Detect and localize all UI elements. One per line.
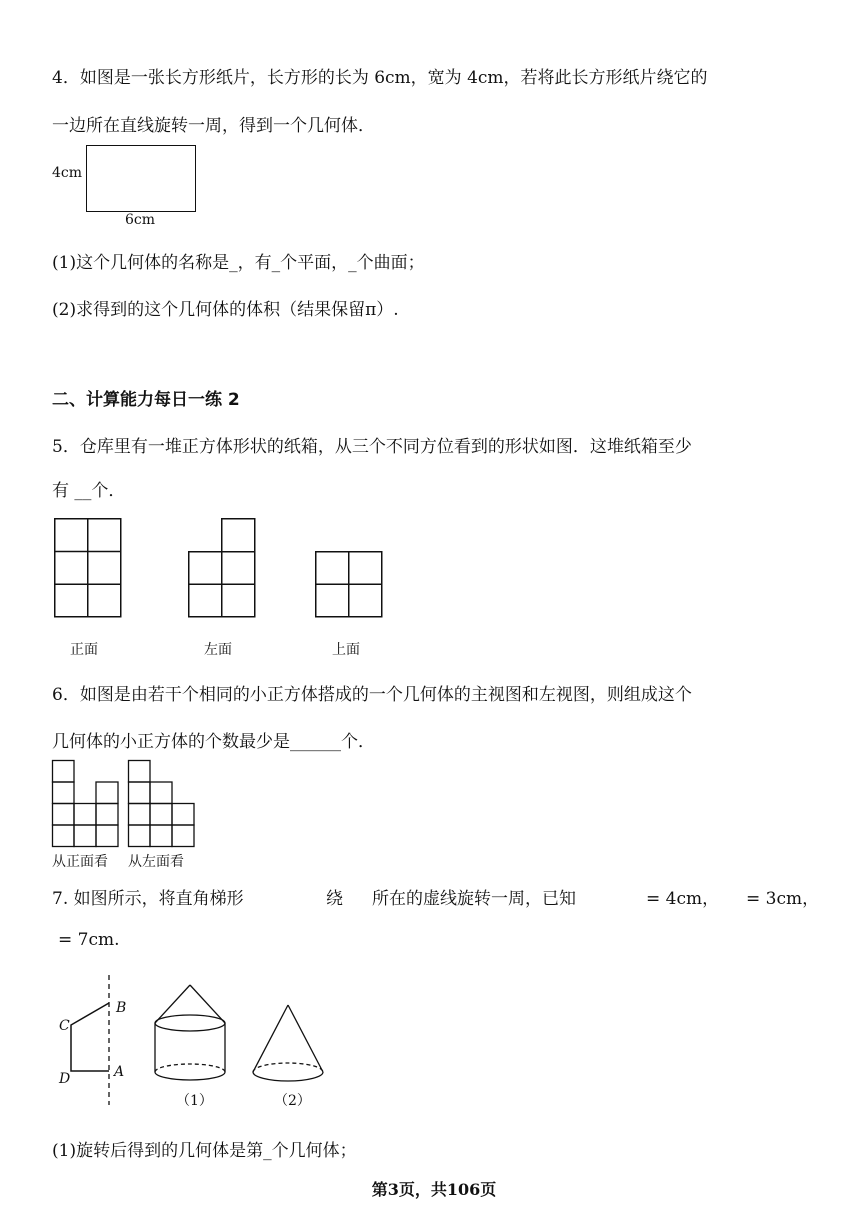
q7-line1-c: 所在的虚线旋转一周，已知 — [372, 889, 576, 909]
page-number: 第3页，共106页 — [371, 1180, 497, 1199]
q4-sub2: (2)求得到的这个几何体的体积（结果保留π）. — [52, 300, 399, 320]
q6-line1: 6．如图是由若干个相同的小正方体搭成的一个几何体的主视图和左视图，则组成这个 — [52, 685, 692, 705]
q7-line1-e: = 3cm， — [746, 889, 820, 909]
point-b: B — [116, 1000, 127, 1016]
q7-fig2-label: （2） — [274, 1093, 311, 1109]
q7-line2: = 7cm. — [58, 930, 120, 950]
point-a: A — [114, 1064, 125, 1080]
q7-figure-1-cone-cylinder — [150, 980, 236, 1090]
q5-top-view — [315, 551, 383, 619]
q7-figure-2-cone — [248, 1000, 334, 1090]
q6-front-view — [52, 760, 120, 848]
q5-front-view — [54, 518, 122, 618]
q5-label-top: 上面 — [332, 642, 360, 658]
q4-line2: 一边所在直线旋转一周，得到一个几何体． — [52, 116, 375, 136]
q6-label-left: 从左面看 — [128, 854, 184, 870]
q6-line2: 几何体的小正方体的个数最少是______个． — [52, 732, 375, 752]
q4-length-label: 6cm — [125, 212, 156, 228]
q7-sub1: (1)旋转后得到的几何体是第_个几何体； — [52, 1141, 357, 1161]
q4-rectangle — [86, 145, 196, 212]
q6-label-front: 从正面看 — [52, 854, 108, 870]
point-d: D — [59, 1071, 71, 1087]
q7-line1-b: 绕 — [326, 889, 343, 909]
q5-line1: 5．仓库里有一堆正方体形状的纸箱，从三个不同方位看到的形状如图．这堆纸箱至少 — [52, 437, 692, 457]
q5-label-left: 左面 — [204, 642, 232, 658]
q7-fig1-label: （1） — [176, 1093, 213, 1109]
q6-left-view — [128, 760, 196, 848]
q5-line2: 有 __个． — [52, 481, 126, 501]
q4-width-label: 4cm — [52, 165, 83, 181]
q4-line1: 4．如图是一张长方形纸片，长方形的长为 6cm，宽为 4cm，若将此长方形纸片绕它的 — [52, 68, 708, 88]
section-heading: 二、计算能力每日一练 2 — [52, 390, 240, 410]
q5-label-front: 正面 — [70, 642, 98, 658]
point-c: C — [59, 1018, 70, 1034]
q7-line1-d: = 4cm， — [646, 889, 720, 909]
q7-line1-a: 7. 如图所示，将直角梯形 — [52, 889, 244, 909]
q5-left-view — [188, 518, 256, 618]
q4-sub1: (1)这个几何体的名称是_，有_个平面，_个曲面； — [52, 253, 425, 273]
